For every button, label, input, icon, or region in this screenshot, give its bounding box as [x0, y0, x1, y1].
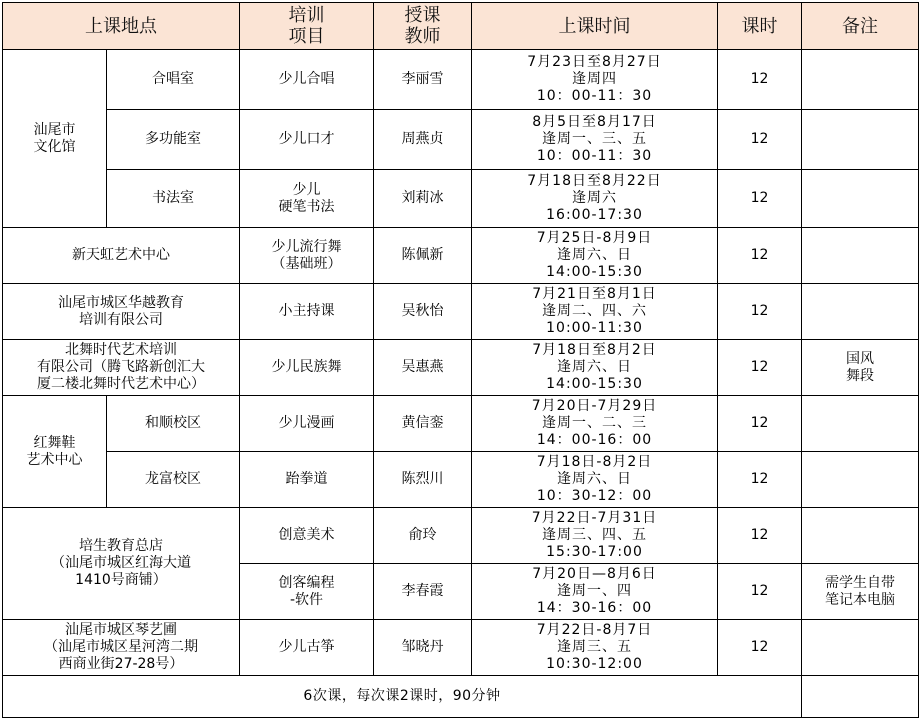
project-cell: 跆拳道 [240, 452, 374, 508]
hours-cell: 12 [718, 50, 802, 110]
location-cell: 培生教育总店 （汕尾市城区红海大道 1410号商铺） [3, 508, 240, 620]
time-cell: 7月22日-7月31日 逢周三、四、五 15:30-17:00 [472, 508, 718, 564]
header-row [3, 3, 919, 50]
project-cell: 少儿口才 [240, 110, 374, 170]
room-cell: 龙富校区 [107, 452, 240, 508]
hours-cell: 12 [718, 396, 802, 452]
time-cell: 7月23日至8月27日 逢周四 10：00-11：30 [472, 50, 718, 110]
header-remark: 备注 [802, 3, 919, 50]
hours-cell: 12 [718, 508, 802, 564]
time-cell: 7月25日-8月9日 逢周六、日 14:00-15:30 [472, 228, 718, 284]
remark-cell [802, 452, 919, 508]
hours-cell: 12 [718, 620, 802, 676]
time-cell: 8月5日至8月17日 逢周一、三、五 10：00-11：30 [472, 110, 718, 170]
remark-cell: 国风 舞段 [802, 340, 919, 396]
time-cell: 7月22日-8月7日 逢周三、五 10:30-12:00 [472, 620, 718, 676]
remark-cell [802, 284, 919, 340]
project-cell: 少儿古筝 [240, 620, 374, 676]
project-cell: 小主持课 [240, 284, 374, 340]
footer-note: 6次课，每次课2课时，90分钟 [3, 676, 802, 718]
footer-row [3, 676, 919, 718]
teacher-cell: 吴秋怡 [374, 284, 472, 340]
header-teacher: 授课 教师 [374, 3, 472, 50]
teacher-cell: 刘莉冰 [374, 170, 472, 228]
hours-cell: 12 [718, 228, 802, 284]
time-cell: 7月18日-8月2日 逢周六、日 10：30-12：00 [472, 452, 718, 508]
remark-cell [802, 396, 919, 452]
teacher-cell: 吴惠燕 [374, 340, 472, 396]
room-cell: 和顺校区 [107, 396, 240, 452]
location-cell: 新天虹艺术中心 [3, 228, 240, 284]
hours-cell: 12 [718, 340, 802, 396]
table-row [3, 340, 919, 396]
location-cell: 北舞时代艺术培训 有限公司（腾飞路新创汇大 厦二楼北舞时代艺术中心） [3, 340, 240, 396]
project-cell: 少儿漫画 [240, 396, 374, 452]
project-cell: 创意美术 [240, 508, 374, 564]
time-cell: 7月18日至8月2日 逢周六、日 14:00-15:30 [472, 340, 718, 396]
time-cell: 7月18日至8月22日 逢周六 16:00-17:30 [472, 170, 718, 228]
remark-cell [802, 170, 919, 228]
teacher-cell: 俞玲 [374, 508, 472, 564]
location-cell: 汕尾市城区华越教育 培训有限公司 [3, 284, 240, 340]
hours-cell: 12 [718, 110, 802, 170]
table-row [3, 396, 919, 452]
header-location: 上课地点 [3, 3, 240, 50]
project-cell: 少儿合唱 [240, 50, 374, 110]
project-cell: 创客编程 -软件 [240, 564, 374, 620]
remark-cell [802, 508, 919, 564]
table-row [3, 620, 919, 676]
footer-remark [802, 676, 919, 718]
table-row [3, 170, 919, 228]
teacher-cell: 陈烈川 [374, 452, 472, 508]
remark-cell [802, 620, 919, 676]
hours-cell: 12 [718, 452, 802, 508]
table-row [3, 50, 919, 110]
table-row [3, 110, 919, 170]
table-row [3, 508, 919, 564]
teacher-cell: 周燕贞 [374, 110, 472, 170]
table-row [3, 452, 919, 508]
remark-cell [802, 228, 919, 284]
room-cell: 多功能室 [107, 110, 240, 170]
project-cell: 少儿民族舞 [240, 340, 374, 396]
location-cell: 红舞鞋 艺术中心 [3, 396, 107, 508]
time-cell: 7月20日-7月29日 逢周一、二、三 14：00-16：00 [472, 396, 718, 452]
location-cell: 汕尾市 文化馆 [3, 50, 107, 228]
room-cell: 书法室 [107, 170, 240, 228]
teacher-cell: 邹晓丹 [374, 620, 472, 676]
teacher-cell: 李春霞 [374, 564, 472, 620]
teacher-cell: 黄信銮 [374, 396, 472, 452]
project-cell: 少儿流行舞 （基础班） [240, 228, 374, 284]
time-cell: 7月20日—8月6日 逢周一、四 14：30-16：00 [472, 564, 718, 620]
hours-cell: 12 [718, 170, 802, 228]
location-cell: 汕尾市城区琴艺圃 （汕尾市城区星河湾二期 西商业街27-28号） [3, 620, 240, 676]
teacher-cell: 陈佩新 [374, 228, 472, 284]
remark-cell: 需学生自带 笔记本电脑 [802, 564, 919, 620]
table-row [3, 228, 919, 284]
hours-cell: 12 [718, 564, 802, 620]
time-cell: 7月21日至8月1日 逢周二、四、六 10:00-11:30 [472, 284, 718, 340]
header-project: 培训 项目 [240, 3, 374, 50]
table-row [3, 284, 919, 340]
room-cell: 合唱室 [107, 50, 240, 110]
teacher-cell: 李丽雪 [374, 50, 472, 110]
remark-cell [802, 50, 919, 110]
project-cell: 少儿 硬笔书法 [240, 170, 374, 228]
schedule-table [2, 2, 919, 718]
header-hours: 课时 [718, 3, 802, 50]
remark-cell [802, 110, 919, 170]
hours-cell: 12 [718, 284, 802, 340]
header-time: 上课时间 [472, 3, 718, 50]
